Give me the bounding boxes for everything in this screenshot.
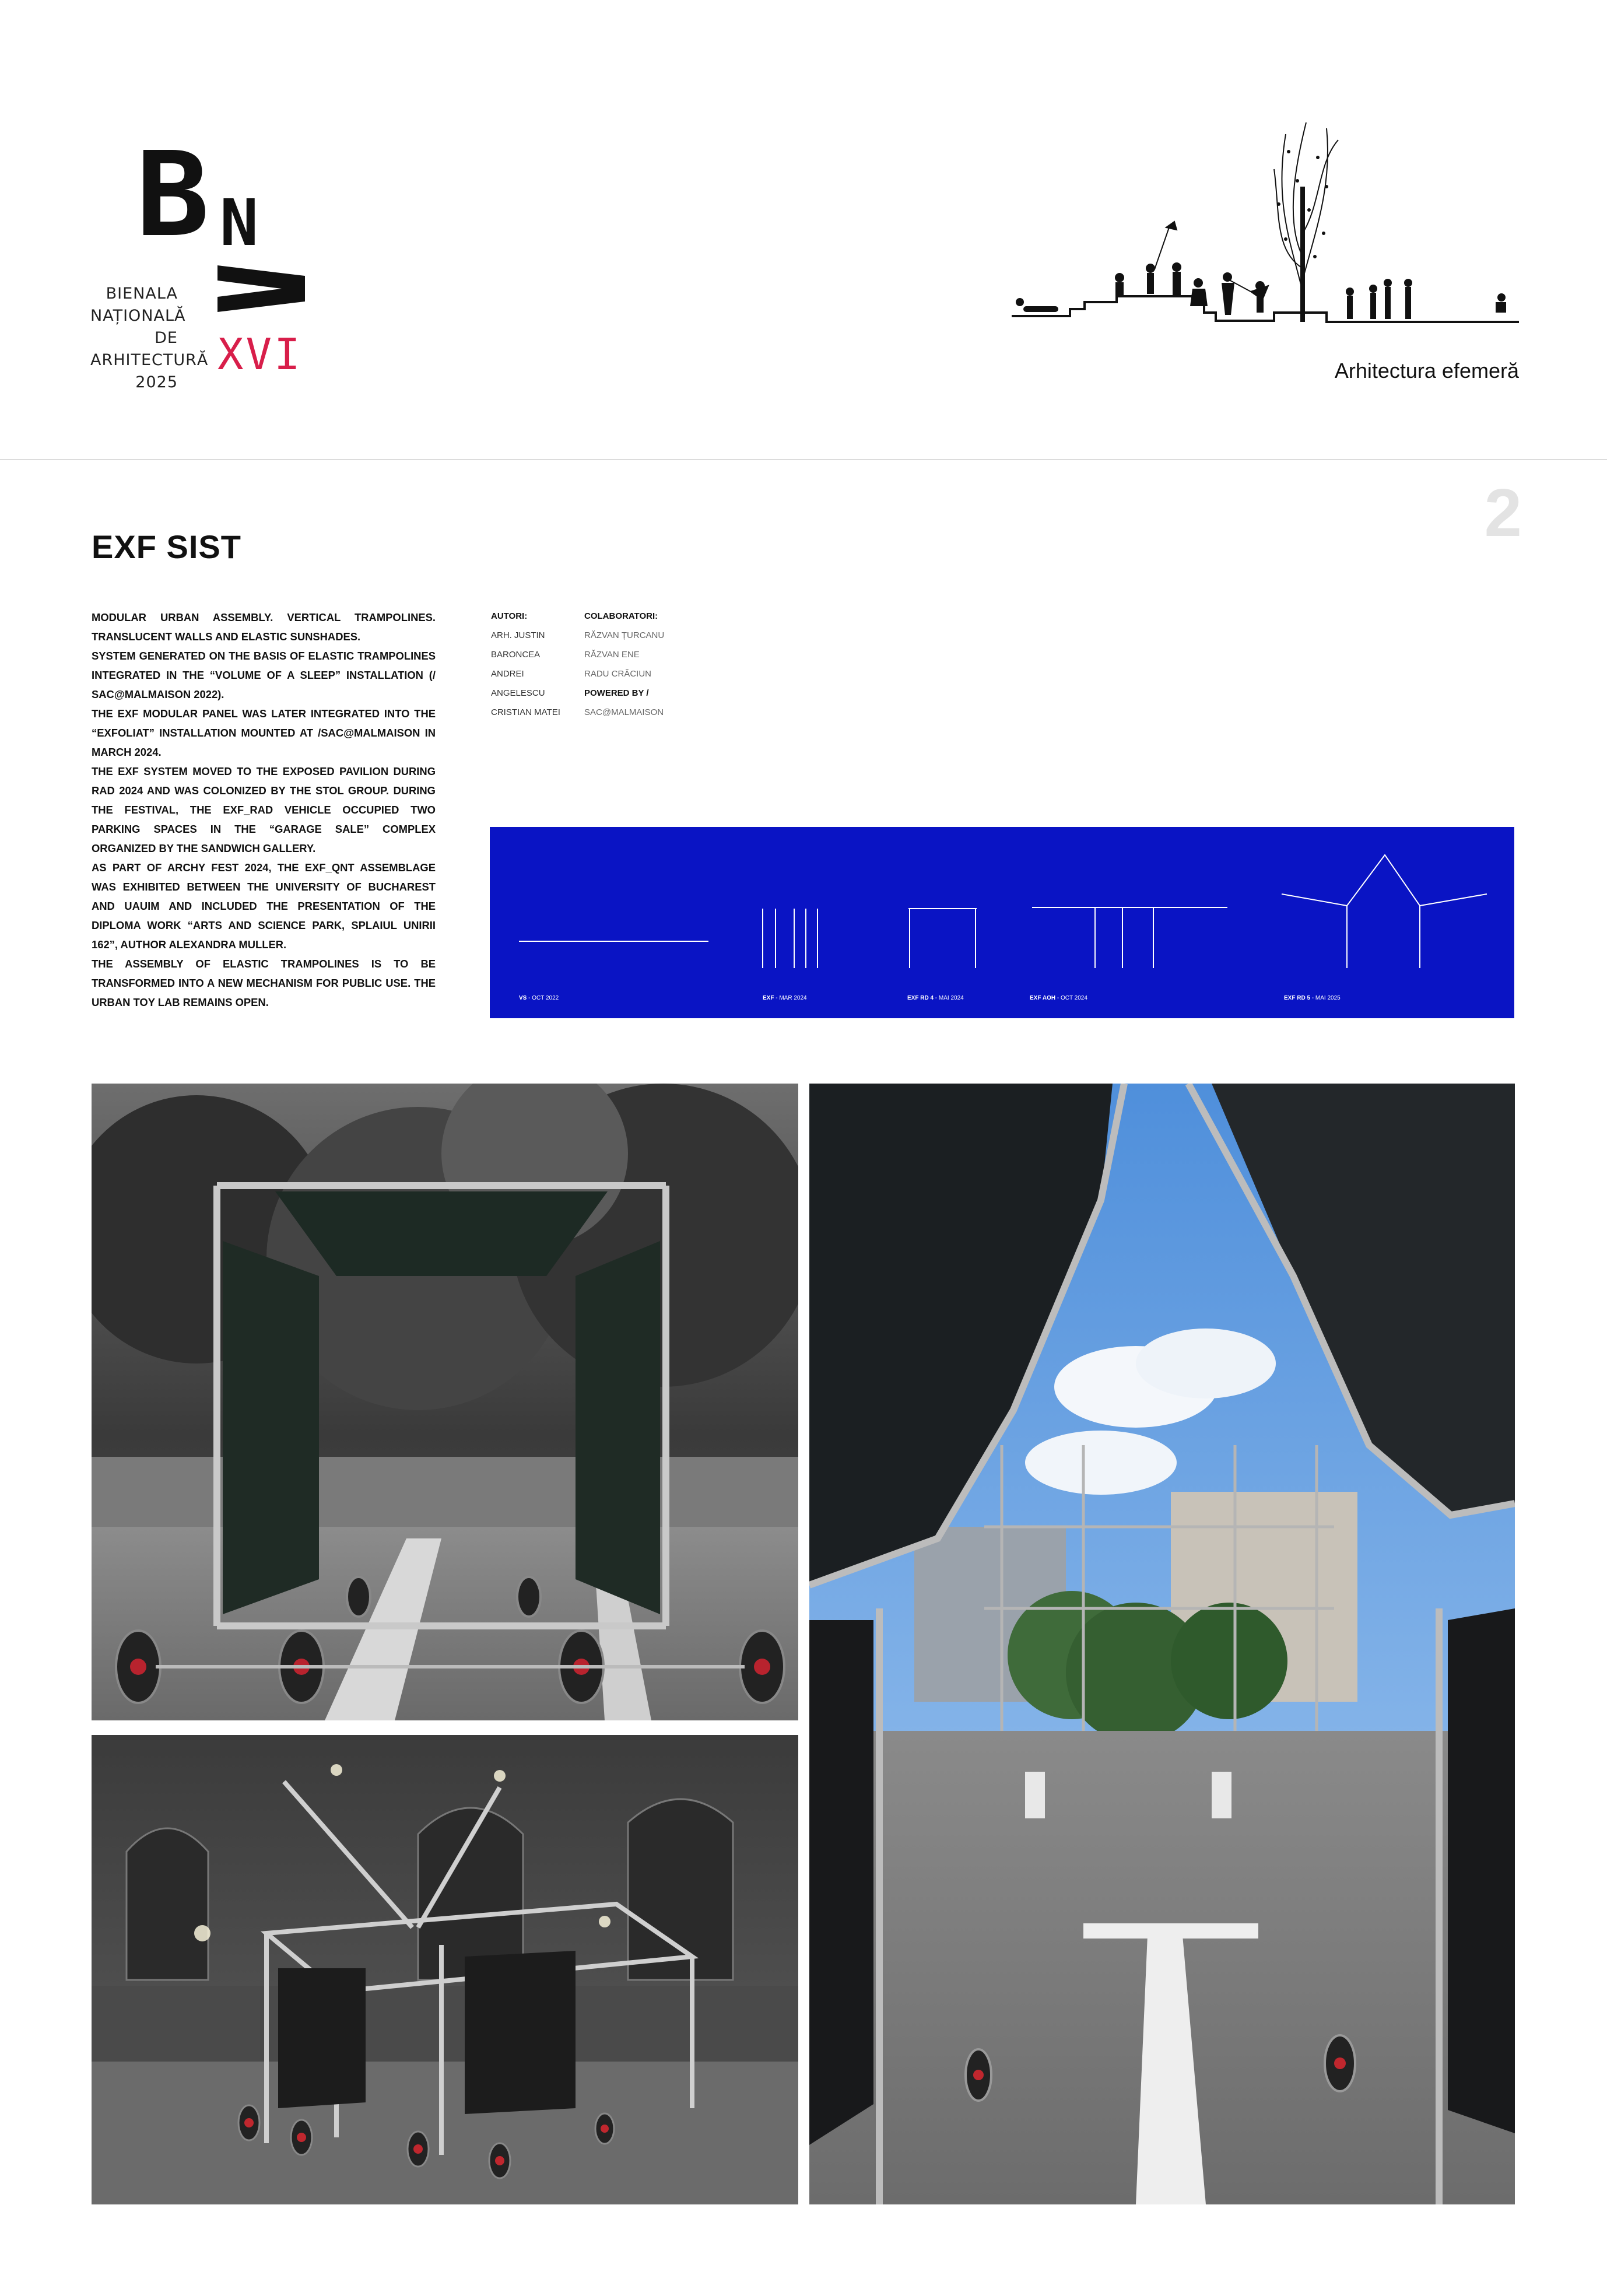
project-description: [92, 608, 436, 1012]
stage-code: VS: [519, 995, 527, 1001]
section-caption: Arhitectura efemeră: [1334, 359, 1519, 383]
description-paragraph: THE EXF MODULAR PANEL WAS LATER INTEGRATED INTO THE “EXFOLIAT” INSTALLATION MOUNTED AT /SAC@MALMAISON IN MARCH 2024.: [92, 707, 436, 758]
collaborators-column: [584, 607, 759, 722]
stage-date: OCT 2022: [532, 995, 559, 1001]
logo-letter-n: N: [220, 185, 259, 260]
photo-vehicle-night-street: [92, 1735, 798, 2204]
stage-code: EXF: [763, 995, 774, 1001]
bna-logo: [90, 127, 347, 411]
stage-date: MAI 2025: [1315, 995, 1341, 1001]
description-paragraph: MODULAR URBAN ASSEMBLY. VERTICAL TRAMPOLINES. TRANSLUCENT WALLS AND ELASTIC SUNSHADES.: [92, 611, 436, 643]
author-line: ARH. JUSTIN: [491, 630, 545, 640]
powered-by-label: POWERED BY /: [584, 688, 649, 698]
evolution-diagram: [490, 827, 1514, 1018]
stage-date: MAR 2024: [779, 995, 807, 1001]
stage-label-vs: VS - OCT 2022: [519, 995, 559, 1001]
stage-code: EXF RD 5: [1284, 995, 1311, 1001]
collaborator-line: RĂZVAN ȚURCANU: [584, 630, 665, 640]
logo-line: ARHITECTURĂ: [90, 351, 209, 369]
diagram-drawing: [490, 827, 1514, 1018]
logo-letter-a: [217, 248, 305, 312]
stage-label-exf-rd5: EXF RD 5 - MAI 2025: [1284, 995, 1341, 1001]
author-line: ANDREI: [491, 669, 524, 679]
stage-date: OCT 2024: [1060, 995, 1087, 1001]
photo-trampoline-vehicle-park: [92, 1084, 798, 1720]
logo-line: NAȚIONALĂ: [90, 307, 186, 325]
powered-by-value: SAC@MALMAISON: [584, 707, 664, 717]
description-paragraph: THE ASSEMBLY OF ELASTIC TRAMPOLINES IS TO BE TRANSFORMED INTO A NEW MECHANISM FOR PUBLIC USE. THE URBAN TOY LAB REMAINS OPEN.: [92, 958, 436, 1008]
logo-line: DE: [155, 329, 178, 347]
authors-label: AUTORI:: [491, 611, 528, 621]
collaborators-label: COLABORATORI:: [584, 611, 658, 621]
description-paragraph: AS PART OF ARCHY FEST 2024, THE EXF_QNT ASSEMBLAGE WAS EXHIBITED BETWEEN THE UNIVERSITY OF BUCHAREST AND UAUIM AND INCLUDED THE PRESENTATION OF THE DIPLOMA WORK “ARTS AND SCIENCE PARK, SPLAIUL UNIRII 162”, AUTHOR ALEXANDRA MULLER.: [92, 861, 436, 951]
authors-column: [491, 607, 573, 722]
project-title: EXF SIST: [92, 528, 241, 565]
stage-label-exf-aoh: EXF AOH - OCT 2024: [1030, 995, 1087, 1001]
logo-line: 2025: [135, 373, 178, 391]
description-paragraph: THE EXF SYSTEM MOVED TO THE EXPOSED PAVILION DURING RAD 2024 AND WAS COLONIZED BY THE STOL GROUP. DURING THE FESTIVAL, THE EXF_RAD VEHICLE OCCUPIED TWO PARKING SPACES IN THE “GARAGE SALE” COMPLEX ORGANIZED BY THE SANDWICH GALLERY.: [92, 765, 436, 854]
page-number: 2: [1484, 475, 1522, 551]
stage-code: EXF RD 4: [907, 995, 934, 1001]
description-paragraph: SYSTEM GENERATED ON THE BASIS OF ELASTIC TRAMPOLINES INTEGRATED IN THE “VOLUME OF A SLEEP” INSTALLATION (/ SAC@MALMAISON 2022).: [92, 650, 436, 700]
stage-label-exf-rd4: EXF RD 4 - MAI 2024: [907, 995, 964, 1001]
collaborator-line: RADU CRĂCIUN: [584, 669, 652, 679]
stage-date: MAI 2024: [938, 995, 964, 1001]
stage-label-exf: EXF - MAR 2024: [763, 995, 807, 1001]
author-line: BARONCEA: [491, 650, 541, 660]
author-line: CRISTIAN MATEI: [491, 707, 560, 717]
logo-line: BIENALA: [106, 285, 178, 303]
author-line: ANGELESCU: [491, 688, 545, 698]
photo-sunshade-view-parking: [809, 1084, 1515, 2204]
logo-letter-b: B: [136, 127, 210, 263]
logo-subtitle: [90, 283, 209, 394]
edition-number: XVI: [217, 329, 303, 380]
ephemeral-architecture-illustration: [1000, 117, 1525, 362]
collaborator-line: RĂZVAN ENE: [584, 650, 640, 660]
stage-code: EXF AOH: [1030, 995, 1056, 1001]
header-divider: [0, 459, 1607, 460]
